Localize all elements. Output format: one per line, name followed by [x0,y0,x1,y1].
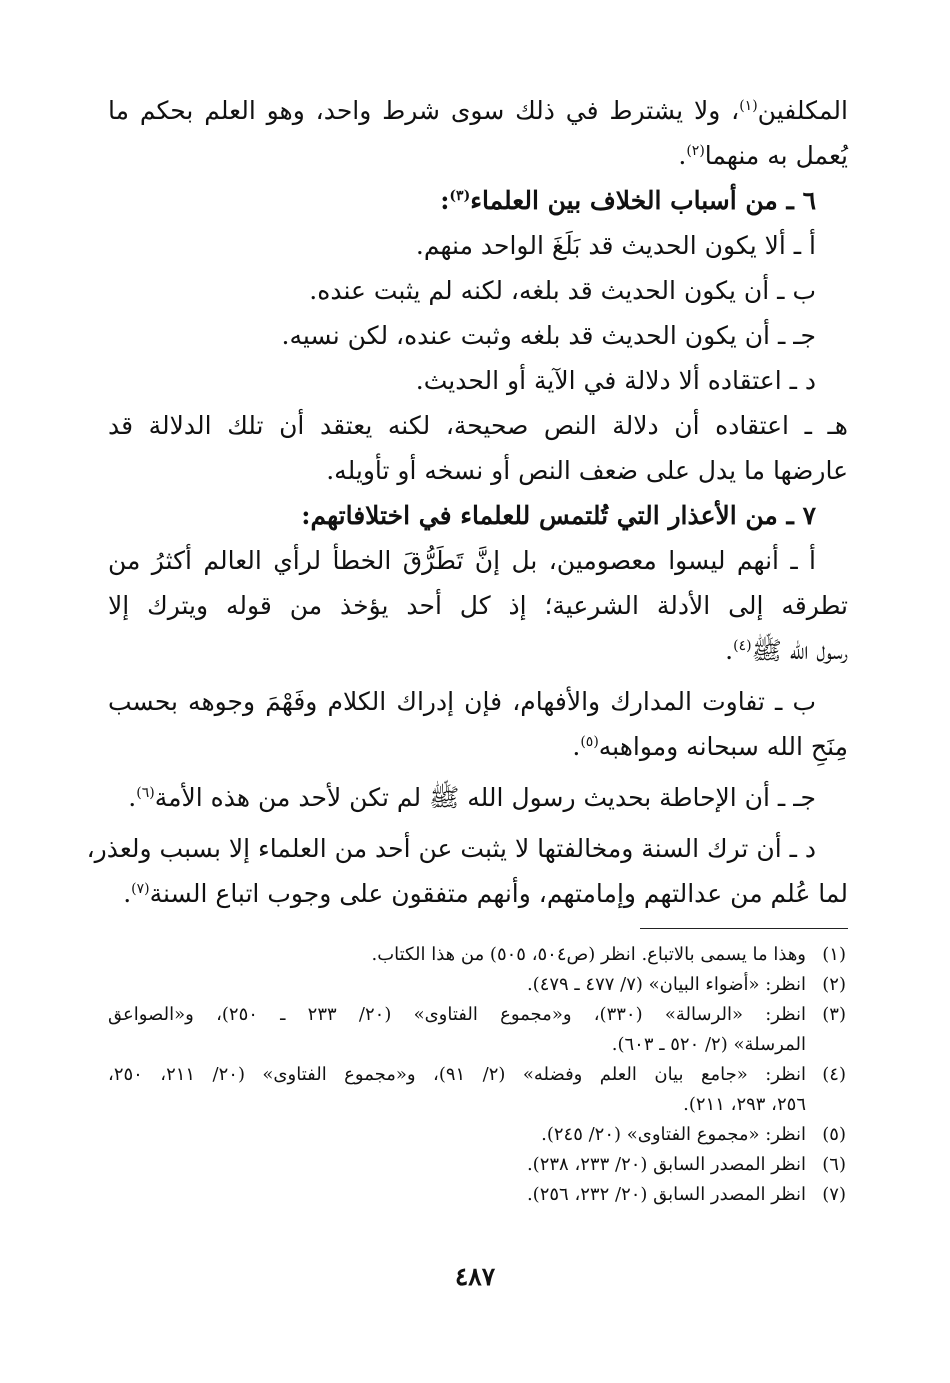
footnote-text: وهذا ما يسمى بالاتباع. انظر (ص٥٠٤، ٥٠٥) من هذا الكتاب. [371,944,806,965]
footnote [108,1120,848,1150]
footnote [108,1180,848,1210]
footnote-text: انظر: «مجموع الفتاوى» (٢٠/ ٢٤٥). [541,1124,806,1145]
footnote-number: (٧) [822,1184,846,1205]
text-line: يُعمل به منهما$^{(٢)}$. [678,141,848,170]
text-line: رسول الله ﷺ$^{(٤)}$. [725,636,848,665]
footnote-number: (١) [822,944,846,965]
footnote-ref[interactable]: (١) [739,98,758,114]
footnote-text: انظر المصدر السابق (٢٠/ ٢٣٢، ٢٥٦). [526,1184,806,1205]
list-item: هـ ـ اعتقاده أن دلالة النص صحيحة، لكنه يعتقد أن تلك الدلالة قد [108,411,848,440]
section-heading: ٧ ـ من الأعذار التي تُلتمس للعلماء في اختلافاتهم: [301,501,816,530]
list-item: ب ـ تفاوت المدارك والأفهام، فإن إدراك الكلام وفَهْمَ وجوهه بحسب [108,687,816,716]
footnote-number: (٢) [822,974,846,995]
footnote-text: انظر: «أضواء البيان» (٧/ ٤٧٧ ـ ٤٧٩). [526,974,806,995]
footnote-number: (٣) [822,1004,846,1025]
footnote-ref[interactable]: (٦) [136,785,155,801]
main-text [86,88,848,916]
footnote [108,970,848,1000]
text-line: لما عُلم من عدالتهم وإمامتهم، وأنهم متفقون على وجوب اتباع السنة$^{(٧)}$. [123,879,848,908]
footnote-number: (٤) [822,1064,846,1085]
list-item: ب ـ أن يكون الحديث قد بلغه، لكنه لم يثبت عنده. [309,276,816,305]
footnote-number: (٥) [822,1124,846,1145]
footnote-number: (٦) [822,1154,846,1175]
footnote [108,1060,848,1120]
footnote-ref[interactable]: (٢) [686,143,705,159]
footnote [108,1150,848,1180]
footnote-ref[interactable]: (٥) [580,734,599,750]
footnote [108,1000,848,1060]
section-heading: ٦ ـ من أسباب الخلاف بين العلماء$^{(٣)}$: [440,186,816,215]
text-line: المكلفين$^{(١)}$، ولا يشترط في ذلك سوى شرط واحد، وهو العلم بحكم ما [108,96,848,125]
footnotes [108,940,848,1210]
list-item: جـ ـ أن يكون الحديث قد بلغه وثبت عنده، لكن نسيه. [281,321,816,350]
footnote-text: انظر: «جامع بيان العلم وفضله» (٢/ ٩١)، و«مجموع الفتاوى» (٢٠/ ٢١١، ٢٥٠، ٢٥٦، ٢٩٣، ٢١١). [108,1064,806,1115]
list-item: أ ـ ألا يكون الحديث قد بَلَغَ الواحد منهم. [415,231,816,260]
footnote-separator [640,928,848,929]
list-item: د ـ اعتقاده ألا دلالة في الآية أو الحديث. [415,366,816,395]
list-item: أ ـ أنهم ليسوا معصومين، بل إنَّ تَطَرُّقَ الخطأ لرأي العالم أكثرُ من [108,546,816,575]
list-item: جـ ـ أن الإحاطة بحديث رسول الله ﷺ لم تكن لأحد من هذه الأمة$^{(٦)}$. [128,783,816,812]
text-line: تطرقه إلى الأدلة الشرعية؛ إذ كل أحد يؤخذ من قوله ويترك إلا [108,591,848,620]
footnote-text: انظر المصدر السابق (٢٠/ ٢٣٣، ٢٣٨). [526,1154,806,1175]
text-line: مِنَحِ الله سبحانه ومواهبه$^{(٥)}$. [572,732,848,761]
footnote-text: انظر: «الرسالة» (٣٣٠)، و«مجموع الفتاوى» (٢٠/ ٢٣٣ ـ ٢٥٠)، و«الصواعق المرسلة» (٢/ ٥٢٠ ـ ٦٠٣). [108,1004,807,1055]
list-item: د ـ أن ترك السنة ومخالفتها لا يثبت عن أحد من العلماء إلا بسبب ولعذر، [86,834,816,863]
footnote-ref[interactable]: (٧) [131,881,150,897]
footnote-ref[interactable]: (٤) [733,638,752,654]
text-line: عارضها ما يدل على ضعف النص أو نسخه أو تأويله. [326,456,848,485]
page-number: ٤٨٧ [454,1262,496,1291]
footnote [108,940,848,970]
footnote-ref[interactable]: (٣) [449,188,471,204]
